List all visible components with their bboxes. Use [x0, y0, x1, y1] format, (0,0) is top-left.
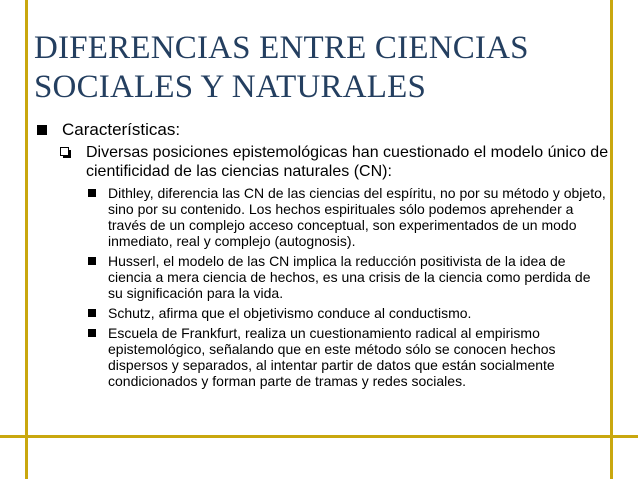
list-item	[86, 325, 609, 389]
slide-title-line-1: DIFERENCIAS ENTRE CIENCIAS	[34, 30, 529, 66]
bullet-level1	[34, 120, 609, 140]
frame-bottom-line	[0, 435, 638, 438]
list-item-text: Schutz, afirma que el objetivismo conduce al conductismo.	[108, 305, 472, 321]
bullet-level1-text: Características:	[62, 120, 181, 139]
hollow-box-bullet-icon	[60, 147, 72, 159]
square-bullet-icon	[88, 189, 96, 197]
slide-title	[34, 29, 614, 107]
square-bullet-icon	[88, 309, 96, 317]
list-item	[86, 305, 609, 321]
frame-left-line	[25, 0, 28, 479]
bullet-level2-text: Diversas posiciones epistemológicas han cuestionado el modelo único de cientificidad de las ciencias naturales (CN):	[86, 144, 609, 180]
square-bullet-icon	[88, 329, 96, 337]
bullet-level3-list	[86, 185, 609, 389]
list-item	[86, 253, 609, 301]
slide-title-line-2: SOCIALES Y NATURALES	[34, 69, 427, 105]
slide-content	[34, 120, 609, 393]
list-item-text: Escuela de Frankfurt, realiza un cuestionamiento radical al empirismo epistemológico, señalando que en este método sólo se conocen hechos dispersos y separados, al intentar partir de datos que están socialmente condicionados y forman parte de tramas y redes sociales.	[108, 325, 556, 389]
list-item-text: Dithley, diferencia las CN de las ciencias del espíritu, no por su método y objeto, sino por su contenido. Los hechos espirituales sólo podemos aprehender a través de un complejo acceso conceptual, son experimentados de un modo inmediato, real y complejo (autognosis).	[108, 185, 606, 249]
bullet-level2	[56, 143, 609, 181]
square-bullet-icon	[88, 257, 96, 265]
list-item-text: Husserl, el modelo de las CN implica la reducción positivista de la idea de ciencia a mera ciencia de hechos, es una crisis de la ciencia como perdida de su significación para la vida.	[108, 253, 591, 301]
list-item	[86, 185, 609, 249]
square-bullet-icon	[37, 125, 47, 135]
